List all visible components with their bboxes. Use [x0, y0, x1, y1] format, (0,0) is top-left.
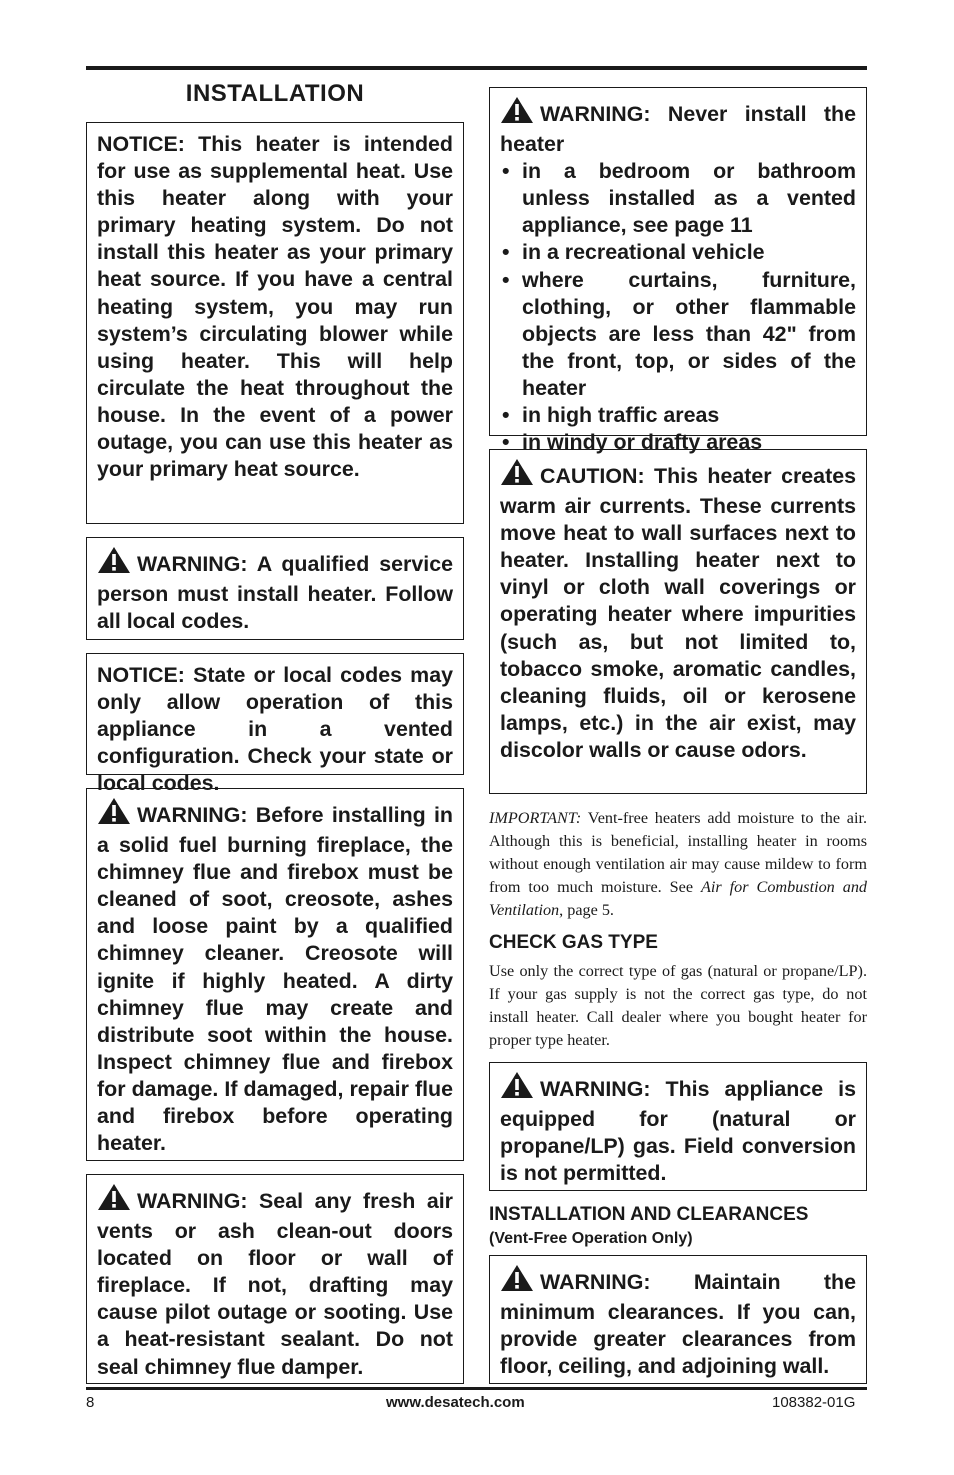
- warning-never-lead: WARNING: Never install the heater: [500, 102, 856, 157]
- document-code: 108382-01G: [772, 1394, 856, 1411]
- list-item: • where curtains, furniture, clothing, or other flammable objects are less than 42" from the front, top, or sides of the heater: [500, 267, 856, 402]
- website-link[interactable]: www.desatech.com: [386, 1394, 525, 1411]
- check-gas-text: Use only the correct type of gas (natural or propane/LP). If your gas supply is not the correct gas type, do not install heater. Call dealer where you bought heater for proper type heater.: [489, 962, 867, 1049]
- list-item: • in a recreational vehicle: [500, 239, 856, 266]
- left-column: [86, 80, 464, 1397]
- warning-triangle-icon: [500, 458, 534, 493]
- warning-triangle-icon: [97, 797, 131, 832]
- page-number: 8: [86, 1394, 95, 1411]
- right-column: [489, 87, 867, 1397]
- warning-gas-text: WARNING: This appliance is equipped for (natural or propane/LP) gas. Field conversion is not permitted.: [500, 1077, 856, 1186]
- warning-triangle-icon: [500, 1264, 534, 1299]
- important-ref: Air for Combustion and Ventilation: [489, 878, 868, 919]
- check-gas-heading: CHECK GAS TYPE: [489, 932, 658, 953]
- warning-clearances-text: WARNING: Maintain the minimum clearances. If you can, provide greater clearances from floor, ceiling, and adjoining wall.: [500, 1270, 856, 1379]
- warning-seal-box: [86, 1174, 464, 1384]
- caution-box: [489, 449, 867, 794]
- important-text: Vent-free heaters add moisture to the air. Although this is beneficial, installing heater in rooms without enough ventilation air may cause mildew to form from too much moisture. See: [489, 809, 867, 896]
- important-label: IMPORTANT:: [489, 809, 582, 827]
- list-item: • in windy or drafty areas: [500, 429, 856, 456]
- warning-fireplace-text: WARNING: Before installing in a solid fuel burning fireplace, the chimney flue and firebox must be cleaned of soot, creosote, ashes and loose paint by a qualified chimney cleaner. Creosote will ignite if highly heated. A dirty chimney flue may create and distribute soot within the house. Inspect chimney flue and firebox for damage. If damaged, repair flue and firebox before operating heater.: [97, 803, 453, 1156]
- warning-triangle-icon: [97, 546, 131, 581]
- section-heading: INSTALLATION: [185, 80, 365, 107]
- warning-qualified-text: WARNING: A qualified service person must install heater. Follow all local codes.: [97, 552, 453, 634]
- important-paragraph: [489, 807, 867, 922]
- warning-triangle-icon: [500, 1071, 534, 1106]
- warning-gas-box: [489, 1062, 867, 1191]
- warning-triangle-icon: [97, 1183, 131, 1218]
- notice-codes-box: [86, 653, 464, 796]
- warning-triangle-icon: [500, 96, 534, 131]
- warning-clearances-box: [489, 1255, 867, 1384]
- warning-never-list: [500, 158, 856, 456]
- warning-seal-text: WARNING: Seal any fresh air vents or ash clean-out doors located on floor or wall of fireplace. If not, drafting may cause pilot outage or sooting. Use a heat-resistant sealant. Do not seal chimney flue damper.: [97, 1189, 453, 1379]
- notice-supplemental-box: [86, 122, 464, 524]
- warning-fireplace-box: [86, 788, 464, 1161]
- warning-never-box: [489, 87, 867, 455]
- list-item: • in a bedroom or bathroom unless installed as a vented appliance, see page 11: [500, 158, 856, 239]
- clearances-heading: INSTALLATION AND CLEARANCES: [489, 1204, 809, 1225]
- caution-text: CAUTION: This heater creates warm air currents. These currents move heat to wall surfaces next to heater. Installing heater next to vinyl or cloth wall coverings or operating heater where impurities (such as, but not limited to, tobacco smoke, aromatic candles, cleaning fluids, oil or kerosene lamps, etc.) in the air exist, may discolor walls or cause odors.: [500, 464, 856, 762]
- notice-codes-text: NOTICE: State or local codes may only allow operation of this appliance in a vented configuration. Check your state or local codes.: [97, 663, 453, 796]
- bottom-rule: [86, 1387, 867, 1390]
- top-rule: [86, 66, 867, 70]
- notice-supplemental-text: NOTICE: This heater is intended for use as supplemental heat. Use this heater along with your primary heating system. Do not install this heater as your primary heat source. If you have a central heating system, you may run system’s circulating blower while using heater. This will help circulate the heat throughout the house. In the event of a power outage, you can use this heater as your primary heat source.: [97, 132, 453, 482]
- important-tail: , page 5.: [559, 901, 614, 919]
- list-item: • in high traffic areas: [500, 402, 856, 429]
- clearances-subheading: (Vent-Free Operation Only): [489, 1230, 693, 1247]
- warning-qualified-box: [86, 537, 464, 640]
